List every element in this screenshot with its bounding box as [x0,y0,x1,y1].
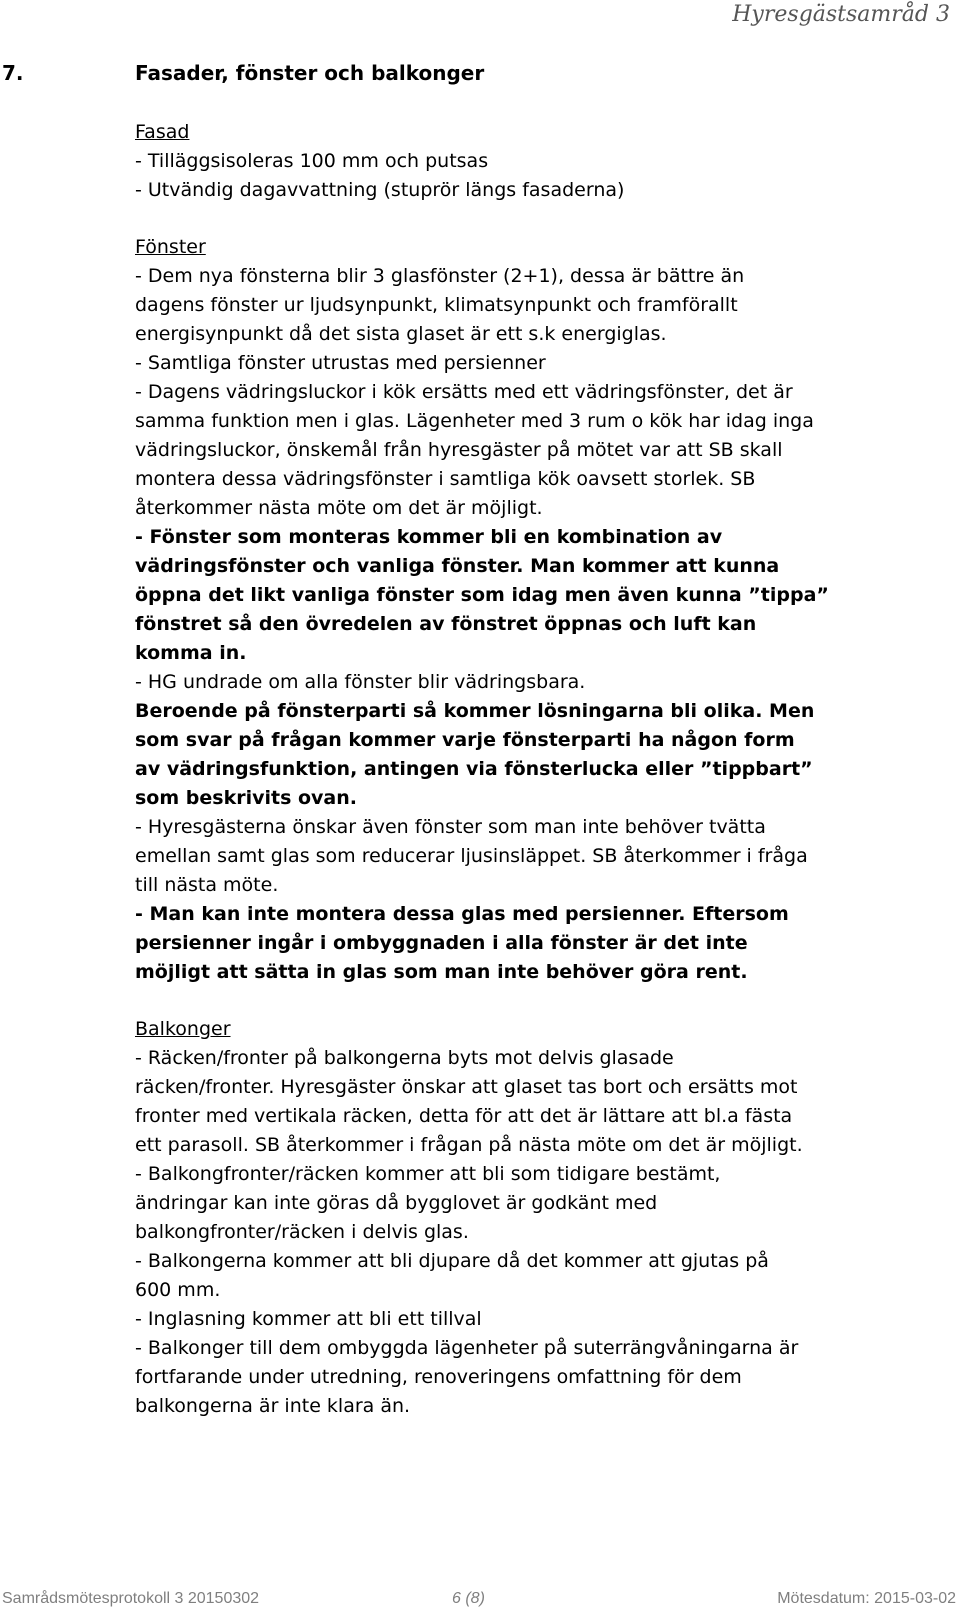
text-line: - Man kan inte montera dessa glas med persienner. Eftersom [135,903,789,925]
text-line: samma funktion men i glas. Lägenheter med 3 rum o kök har idag inga [135,410,814,432]
text-line: emellan samt glas som reducerar ljusinsläppet. SB återkommer i fråga [135,845,808,867]
text-line: energisynpunkt då det sista glaset är ett s.k energiglas. [135,323,667,345]
text-line: - Dagens vädringsluckor i kök ersätts med ett vädringsfönster, det är [135,381,793,403]
text-line: - Utvändig dagavvattning (stuprör längs fasaderna) [135,179,625,201]
section-number: 7. [2,61,24,85]
text-line: ändringar kan inte göras då bygglovet är godkänt med [135,1192,658,1214]
fonster-list [135,262,945,987]
document-header-title: Hyresgästsamråd 3 [732,2,950,27]
text-line: återkommer nästa möte om det är möjligt. [135,497,543,519]
text-line: som svar på frågan kommer varje fönsterparti ha någon form [135,729,795,751]
text-line: fronter med vertikala räcken, detta för att det är lättare att bl.a fästa [135,1105,793,1127]
document-body [135,118,945,1421]
text-line: - Balkonger till dem ombyggda lägenheter på suterrängvåningarna är [135,1337,799,1359]
spacer [135,205,945,233]
text-line: - Balkongfronter/räcken kommer att bli som tidigare bestämt, [135,1163,721,1185]
text-line: dagens fönster ur ljudsynpunkt, klimatsynpunkt och framförallt [135,294,738,316]
text-line: ett parasoll. SB återkommer i frågan på nästa möte om det är möjligt. [135,1134,803,1156]
text-line: - Inglasning kommer att bli ett tillval [135,1308,482,1330]
text-line: - Balkongerna kommer att bli djupare då det kommer att gjutas på [135,1250,769,1272]
text-line: - Dem nya fönsterna blir 3 glasfönster (2+1), dessa är bättre än [135,265,745,287]
text-line: - Hyresgästerna önskar även fönster som man inte behöver tvätta [135,816,766,838]
balkonger-heading: Balkonger [135,1018,231,1040]
fasad-heading: Fasad [135,121,190,143]
text-line: komma in. [135,642,247,664]
text-line: balkongfronter/räcken i delvis glas. [135,1221,469,1243]
text-line: - HG undrade om alla fönster blir vädringsbara. [135,671,586,693]
text-line: - Tilläggsisoleras 100 mm och putsas [135,150,489,172]
footer-meeting-date: Mötesdatum: 2015-03-02 [777,1590,956,1607]
section-heading [0,58,484,88]
text-line: - Samtliga fönster utrustas med persienner [135,352,546,374]
footer-document-name: Samrådsmötesprotokoll 3 20150302 [2,1590,260,1607]
text-line: öppna det likt vanliga fönster som idag men även kunna ”tippa” [135,584,829,606]
text-line: balkongerna är inte klara än. [135,1395,411,1417]
spacer [135,987,945,1015]
text-line: 600 mm. [135,1279,221,1301]
balkonger-list [135,1044,945,1421]
text-line: vädringsluckor, önskemål från hyresgäster på mötet var att SB skall [135,439,783,461]
text-line: av vädringsfunktion, antingen via fönsterlucka eller ”tippbart” [135,758,813,780]
text-line: till nästa möte. [135,874,279,896]
text-line: fortfarande under utredning, renoveringens omfattning för dem [135,1366,742,1388]
text-line: - Räcken/fronter på balkongerna byts mot delvis glasade [135,1047,674,1069]
fonster-heading: Fönster [135,236,206,258]
section-title: Fasader, fönster och balkonger [135,61,485,85]
text-line: som beskrivits ovan. [135,787,357,809]
page-footer [0,1590,960,1608]
text-line: fönstret så den övredelen av fönstret öppnas och luft kan [135,613,757,635]
text-line: - Fönster som monteras kommer bli en kombination av [135,526,723,548]
text-line: persienner ingår i ombyggnaden i alla fönster är det inte [135,932,748,954]
text-line: räcken/fronter. Hyresgäster önskar att glaset tas bort och ersätts mot [135,1076,798,1098]
text-line: montera dessa vädringsfönster i samtliga kök oavsett storlek. SB [135,468,756,490]
text-line: vädringsfönster och vanliga fönster. Man kommer att kunna [135,555,780,577]
text-line: möjligt att sätta in glas som man inte behöver göra rent. [135,961,748,983]
text-line: Beroende på fönsterparti så kommer lösningarna bli olika. Men [135,700,815,722]
footer-page-number: 6 (8) [452,1590,485,1607]
fasad-list [135,147,945,205]
